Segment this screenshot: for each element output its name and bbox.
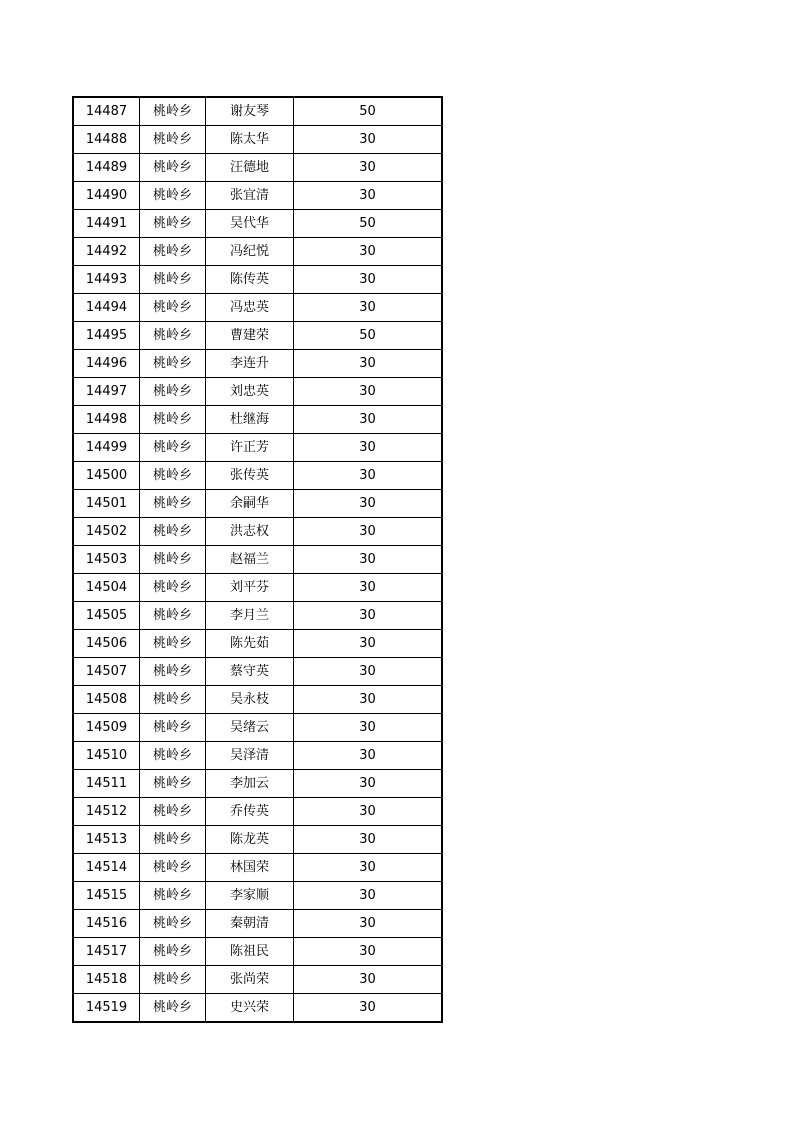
table-row — [73, 574, 442, 602]
cell-amount: 30 — [294, 658, 443, 686]
cell-amount: 30 — [294, 294, 443, 322]
cell-name: 史兴荣 — [206, 994, 294, 1023]
cell-name: 洪志权 — [206, 518, 294, 546]
cell-name: 余嗣华 — [206, 490, 294, 518]
cell-id: 14514 — [73, 854, 140, 882]
cell-amount: 30 — [294, 266, 443, 294]
table-row — [73, 966, 442, 994]
cell-name: 冯忠英 — [206, 294, 294, 322]
cell-amount: 30 — [294, 154, 443, 182]
cell-amount: 30 — [294, 770, 443, 798]
table-row — [73, 798, 442, 826]
cell-amount: 30 — [294, 742, 443, 770]
cell-id: 14513 — [73, 826, 140, 854]
cell-name: 陈祖民 — [206, 938, 294, 966]
cell-name: 陈龙英 — [206, 826, 294, 854]
cell-name: 李连升 — [206, 350, 294, 378]
cell-name: 刘平芬 — [206, 574, 294, 602]
table-row — [73, 882, 442, 910]
cell-name: 冯纪悦 — [206, 238, 294, 266]
cell-town: 桃岭乡 — [140, 406, 206, 434]
cell-town: 桃岭乡 — [140, 938, 206, 966]
table-row — [73, 406, 442, 434]
cell-id: 14506 — [73, 630, 140, 658]
cell-amount: 30 — [294, 826, 443, 854]
cell-name: 李月兰 — [206, 602, 294, 630]
cell-town: 桃岭乡 — [140, 798, 206, 826]
cell-town: 桃岭乡 — [140, 826, 206, 854]
cell-id: 14489 — [73, 154, 140, 182]
cell-name: 汪德地 — [206, 154, 294, 182]
table-row — [73, 546, 442, 574]
cell-name: 李家顺 — [206, 882, 294, 910]
table-row — [73, 154, 442, 182]
cell-town: 桃岭乡 — [140, 630, 206, 658]
cell-id: 14499 — [73, 434, 140, 462]
cell-id: 14501 — [73, 490, 140, 518]
table-row — [73, 462, 442, 490]
cell-amount: 30 — [294, 126, 443, 154]
cell-amount: 30 — [294, 462, 443, 490]
cell-amount: 50 — [294, 322, 443, 350]
cell-name: 曹建荣 — [206, 322, 294, 350]
cell-town: 桃岭乡 — [140, 546, 206, 574]
cell-id: 14496 — [73, 350, 140, 378]
table-row — [73, 126, 442, 154]
cell-amount: 30 — [294, 910, 443, 938]
table-row — [73, 714, 442, 742]
cell-id: 14490 — [73, 182, 140, 210]
cell-amount: 30 — [294, 574, 443, 602]
cell-id: 14500 — [73, 462, 140, 490]
cell-name: 杜继海 — [206, 406, 294, 434]
cell-name: 吴绪云 — [206, 714, 294, 742]
cell-town: 桃岭乡 — [140, 686, 206, 714]
cell-name: 蔡守英 — [206, 658, 294, 686]
table-row — [73, 994, 442, 1023]
cell-amount: 30 — [294, 686, 443, 714]
table-body — [73, 97, 442, 1022]
table-row — [73, 770, 442, 798]
cell-amount: 50 — [294, 210, 443, 238]
table-row — [73, 266, 442, 294]
table-row — [73, 294, 442, 322]
cell-town: 桃岭乡 — [140, 574, 206, 602]
cell-town: 桃岭乡 — [140, 210, 206, 238]
table-row — [73, 686, 442, 714]
cell-id: 14488 — [73, 126, 140, 154]
table-row — [73, 826, 442, 854]
cell-amount: 30 — [294, 882, 443, 910]
cell-town: 桃岭乡 — [140, 126, 206, 154]
cell-id: 14509 — [73, 714, 140, 742]
cell-name: 张尚荣 — [206, 966, 294, 994]
cell-name: 吴泽清 — [206, 742, 294, 770]
cell-name: 吴永枝 — [206, 686, 294, 714]
table-row — [73, 322, 442, 350]
cell-name: 许正芳 — [206, 434, 294, 462]
cell-town: 桃岭乡 — [140, 266, 206, 294]
cell-amount: 30 — [294, 714, 443, 742]
cell-name: 赵福兰 — [206, 546, 294, 574]
cell-id: 14516 — [73, 910, 140, 938]
cell-town: 桃岭乡 — [140, 490, 206, 518]
cell-id: 14511 — [73, 770, 140, 798]
table-row — [73, 938, 442, 966]
cell-id: 14503 — [73, 546, 140, 574]
cell-id: 14502 — [73, 518, 140, 546]
cell-id: 14495 — [73, 322, 140, 350]
table-row — [73, 434, 442, 462]
cell-town: 桃岭乡 — [140, 742, 206, 770]
cell-amount: 50 — [294, 97, 443, 126]
cell-id: 14493 — [73, 266, 140, 294]
cell-amount: 30 — [294, 434, 443, 462]
table-row — [73, 658, 442, 686]
cell-amount: 30 — [294, 630, 443, 658]
table-row — [73, 910, 442, 938]
table-row — [73, 182, 442, 210]
cell-name: 陈太华 — [206, 126, 294, 154]
cell-name: 刘忠英 — [206, 378, 294, 406]
cell-town: 桃岭乡 — [140, 462, 206, 490]
cell-id: 14507 — [73, 658, 140, 686]
cell-town: 桃岭乡 — [140, 97, 206, 126]
cell-town: 桃岭乡 — [140, 434, 206, 462]
cell-town: 桃岭乡 — [140, 154, 206, 182]
cell-amount: 30 — [294, 406, 443, 434]
cell-id: 14498 — [73, 406, 140, 434]
cell-amount: 30 — [294, 182, 443, 210]
cell-id: 14491 — [73, 210, 140, 238]
cell-id: 14487 — [73, 97, 140, 126]
cell-town: 桃岭乡 — [140, 910, 206, 938]
cell-amount: 30 — [294, 798, 443, 826]
table-row — [73, 350, 442, 378]
cell-town: 桃岭乡 — [140, 770, 206, 798]
cell-town: 桃岭乡 — [140, 322, 206, 350]
cell-amount: 30 — [294, 966, 443, 994]
cell-id: 14492 — [73, 238, 140, 266]
cell-name: 张传英 — [206, 462, 294, 490]
table-row — [73, 378, 442, 406]
cell-amount: 30 — [294, 938, 443, 966]
cell-name: 陈传英 — [206, 266, 294, 294]
cell-name: 张宜清 — [206, 182, 294, 210]
cell-town: 桃岭乡 — [140, 182, 206, 210]
cell-town: 桃岭乡 — [140, 294, 206, 322]
cell-id: 14512 — [73, 798, 140, 826]
cell-town: 桃岭乡 — [140, 714, 206, 742]
cell-name: 秦朝清 — [206, 910, 294, 938]
cell-amount: 30 — [294, 350, 443, 378]
cell-amount: 30 — [294, 546, 443, 574]
cell-id: 14517 — [73, 938, 140, 966]
cell-id: 14508 — [73, 686, 140, 714]
cell-id: 14519 — [73, 994, 140, 1023]
table-row — [73, 602, 442, 630]
cell-name: 林国荣 — [206, 854, 294, 882]
cell-town: 桃岭乡 — [140, 882, 206, 910]
table-row — [73, 742, 442, 770]
table-row — [73, 238, 442, 266]
cell-amount: 30 — [294, 238, 443, 266]
data-table — [72, 96, 443, 1023]
cell-id: 14505 — [73, 602, 140, 630]
table-row — [73, 97, 442, 126]
cell-town: 桃岭乡 — [140, 994, 206, 1023]
cell-town: 桃岭乡 — [140, 238, 206, 266]
cell-amount: 30 — [294, 378, 443, 406]
cell-town: 桃岭乡 — [140, 854, 206, 882]
cell-name: 陈先茹 — [206, 630, 294, 658]
cell-amount: 30 — [294, 518, 443, 546]
table-row — [73, 210, 442, 238]
cell-amount: 30 — [294, 994, 443, 1023]
cell-id: 14497 — [73, 378, 140, 406]
table-row — [73, 518, 442, 546]
cell-id: 14518 — [73, 966, 140, 994]
cell-id: 14515 — [73, 882, 140, 910]
cell-id: 14504 — [73, 574, 140, 602]
cell-town: 桃岭乡 — [140, 602, 206, 630]
table-row — [73, 630, 442, 658]
table-row — [73, 490, 442, 518]
cell-name: 吴代华 — [206, 210, 294, 238]
cell-town: 桃岭乡 — [140, 350, 206, 378]
cell-town: 桃岭乡 — [140, 378, 206, 406]
cell-id: 14510 — [73, 742, 140, 770]
cell-amount: 30 — [294, 854, 443, 882]
cell-town: 桃岭乡 — [140, 518, 206, 546]
cell-id: 14494 — [73, 294, 140, 322]
cell-town: 桃岭乡 — [140, 658, 206, 686]
cell-amount: 30 — [294, 602, 443, 630]
cell-name: 谢友琴 — [206, 97, 294, 126]
cell-town: 桃岭乡 — [140, 966, 206, 994]
cell-name: 李加云 — [206, 770, 294, 798]
cell-amount: 30 — [294, 490, 443, 518]
table-row — [73, 854, 442, 882]
cell-name: 乔传英 — [206, 798, 294, 826]
